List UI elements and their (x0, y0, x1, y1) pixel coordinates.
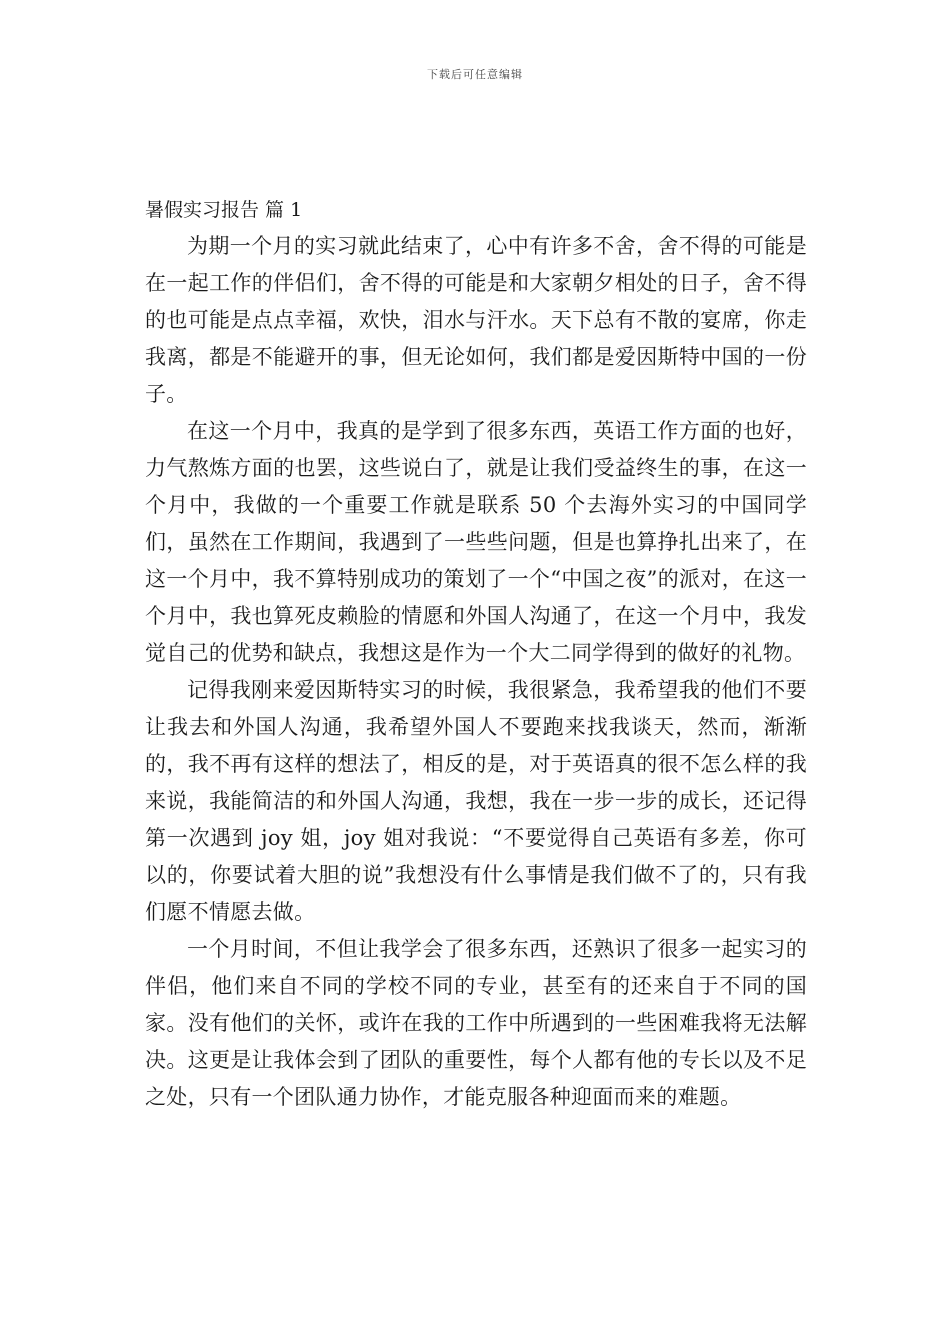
paragraph-2: 在这一个月中，我真的是学到了很多东西，英语工作方面的也好，力气熬炼方面的也罢，这些说白了，就是让我们受益终生的事，在这一个月中，我做的一个重要工作就是联系 50 个去海外实习的中国同学们，虽然在工作期间，我遇到了一些些问题，但是也算挣扎出来了，在这一个月中，我不算特别成功的策划了一个“中国之夜”的派对，在这一个月中，我也算死皮赖脸的情愿和外国人沟通了，在这一个月中，我发觉自己的优势和缺点，我想这是作为一个大二同学得到的做好的礼物。 (145, 419, 807, 665)
article-title: 暑假实习报告 篇 1 (145, 199, 303, 221)
paragraph-1: 为期一个月的实习就此结束了，心中有许多不舍，舍不得的可能是在一起工作的伴侣们，舍不得的可能是和大家朝夕相处的日子，舍不得的也可能是点点幸福，欢快，泪水与汗水。天下总有不散的宴席，你走我离，都是不能避开的事，但无论如何，我们都是爱因斯特中国的一份子。 (145, 234, 807, 406)
paragraph-4: 一个月时间，不但让我学会了很多东西，还熟识了很多一起实习的伴侣，他们来自不同的学校不同的专业，甚至有的还来自于不同的国家。没有他们的关怀，或许在我的工作中所遇到的一些困难我将无法解决。这更是让我体会到了团队的重要性，每个人都有他的专长以及不足之处，只有一个团队通力协作，才能克服各种迎面而来的难题。 (145, 937, 807, 1109)
page-header-note: 下载后可任意编辑 (427, 68, 523, 81)
paragraph-3: 记得我刚来爱因斯特实习的时候，我很紧急，我希望我的他们不要让我去和外国人沟通，我希望外国人不要跑来找我谈天，然而，渐渐的，我不再有这样的想法了，相反的是，对于英语真的很不怎么样的我来说，我能简洁的和外国人沟通，我想，我在一步一步的成长，还记得第一次遇到 joy 姐，joy 姐对我说：“不要觉得自己英语有多差，你可以的，你要试着大胆的说”我想没有什么事情是我们做不了的，只有我们愿不情愿去做。 (145, 678, 807, 924)
article-body (145, 196, 807, 1116)
